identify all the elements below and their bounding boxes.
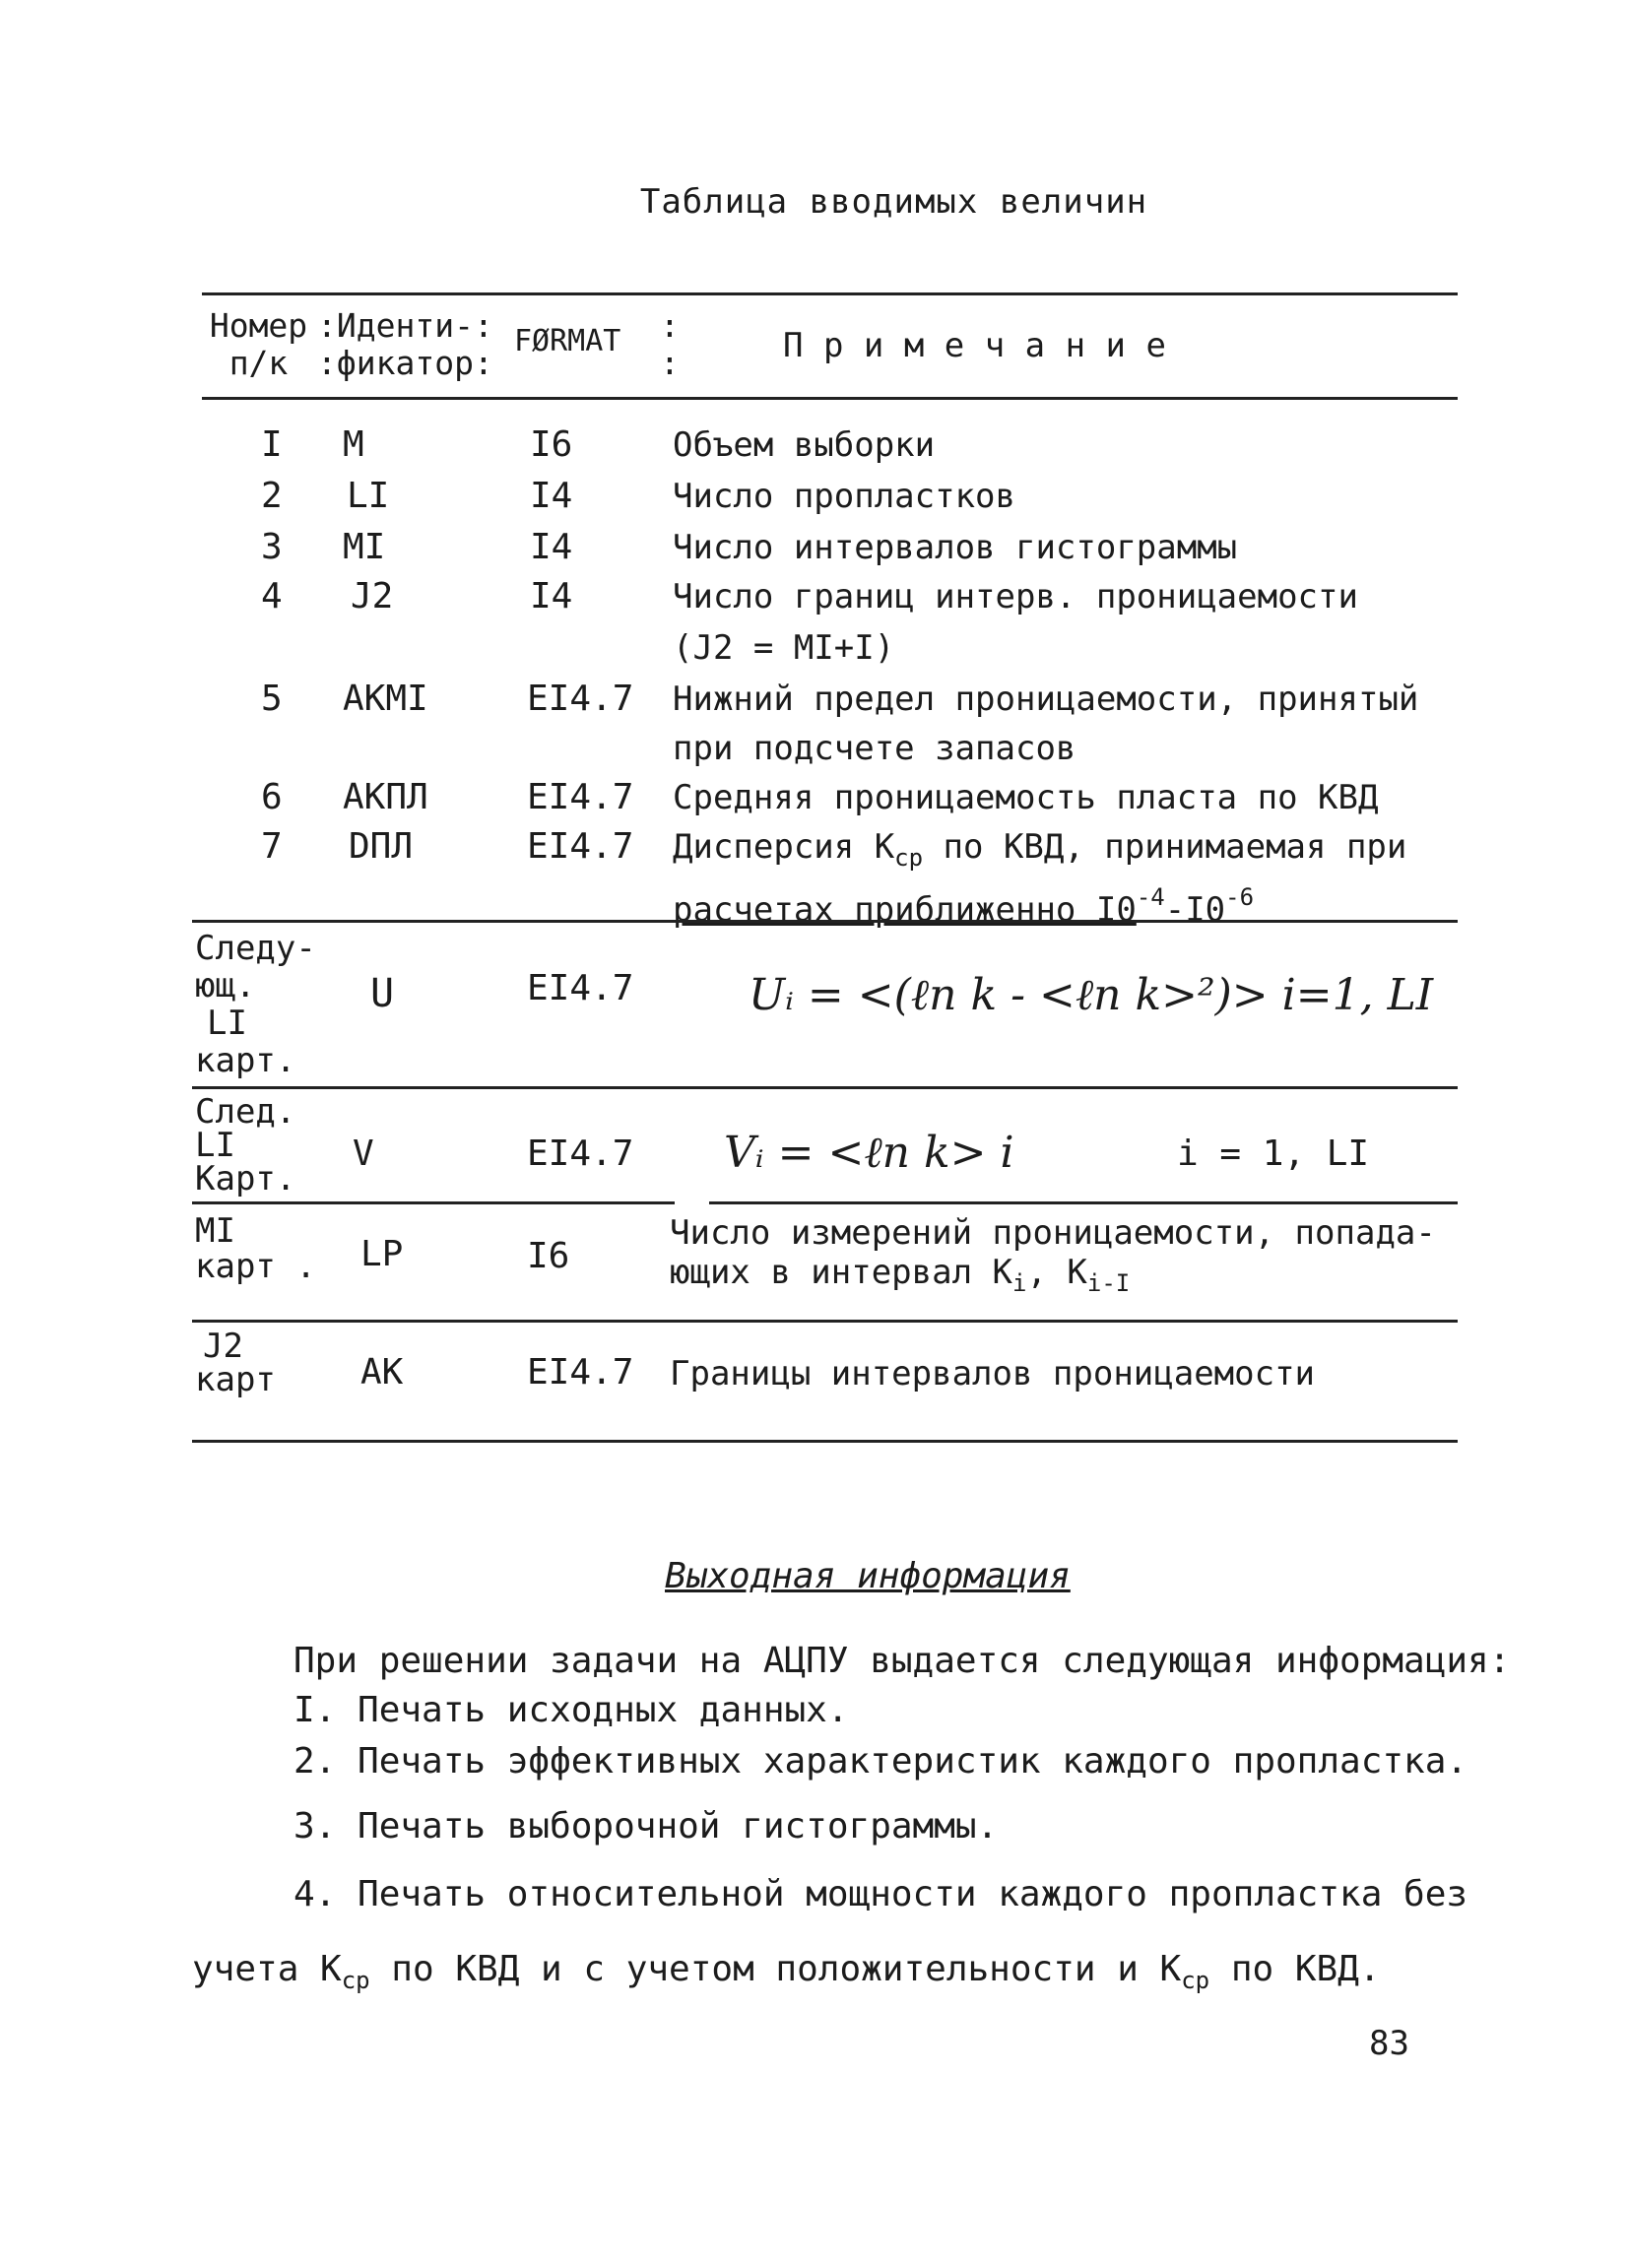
- group-u-label: [195, 930, 316, 1079]
- group-lp-note2-b: , K: [1026, 1253, 1087, 1292]
- header-note: П р и м е ч а н и е: [783, 326, 1166, 365]
- group-v-formula: Vᵢ = <ℓn k> i: [724, 1128, 1014, 1178]
- page-number: 83: [1369, 2024, 1409, 2063]
- table-bottom-rule: [192, 1440, 1458, 1443]
- group-lp-id: LP: [360, 1234, 404, 1274]
- rule-after-u: [192, 1086, 1458, 1089]
- group-u-id: U: [370, 971, 395, 1016]
- group-u-label3: LI: [207, 1004, 247, 1043]
- group-v-label3: Карт.: [195, 1159, 296, 1199]
- group-lp-note2: [670, 1253, 1436, 1303]
- row2-num: 2: [261, 476, 283, 516]
- row4-id: J2: [351, 576, 394, 616]
- row2-format: I4: [530, 476, 573, 516]
- row7-note-sub: ср: [894, 844, 924, 872]
- rule-after-lp: [192, 1320, 1458, 1323]
- row4-num: 4: [261, 576, 283, 616]
- output-item-4-line2: [192, 1946, 1381, 2004]
- rule-after-v-right: [709, 1201, 1458, 1204]
- group-lp-note: [670, 1213, 1436, 1303]
- group-lp-label1: MI: [195, 1211, 235, 1251]
- header-colon-bottom: :: [660, 344, 680, 382]
- group-lp-label2: карт .: [195, 1247, 316, 1286]
- row1-num: I: [261, 424, 283, 465]
- header-bottom-rule: [202, 397, 1458, 400]
- group-lp-note1: Число измерений проницаемости, попада-: [670, 1213, 1436, 1253]
- row7-id: DПЛ: [349, 826, 414, 867]
- group-v-format: EI4.7: [527, 1134, 634, 1174]
- group-u-format: EI4.7: [527, 968, 634, 1008]
- group-lp-format: I6: [527, 1236, 570, 1276]
- row1-format: I6: [530, 424, 573, 465]
- header-num-line2: п/к: [228, 344, 289, 382]
- group-ak-label: [195, 1327, 276, 1399]
- row7-format: EI4.7: [527, 826, 634, 867]
- group-v-label1: След.: [195, 1092, 296, 1132]
- group-u-label2: ющ.: [195, 966, 256, 1005]
- item4-line2-c: по КВД.: [1209, 1949, 1381, 1989]
- output-heading: Выходная информация: [665, 1556, 1071, 1596]
- row2-id: LI: [347, 476, 390, 516]
- row7-note2-sup1: -4: [1136, 883, 1165, 911]
- group-ak-label2: карт: [195, 1360, 276, 1399]
- row7-note-line2: [673, 873, 1254, 935]
- row6-num: 6: [261, 777, 283, 817]
- header-num: [202, 307, 315, 382]
- item4-line2-b: по КВД и с учетом положительности и K: [369, 1949, 1182, 1989]
- output-item-1: I. Печать исходных данных.: [293, 1690, 849, 1730]
- group-u-formula: Uᵢ = <(ℓn k - <ℓn k>²)> i=1, LI: [749, 970, 1434, 1020]
- row3-id: MI: [343, 527, 386, 567]
- row4-format: I4: [530, 576, 573, 616]
- row6-note: Средняя проницаемость пласта по КВД: [673, 778, 1379, 817]
- header-colon: [660, 307, 680, 382]
- output-item-2: 2. Печать эффективных характеристик каждого пропластка.: [293, 1741, 1468, 1782]
- output-intro: При решении задачи на АЦПУ выдается следующая информация:: [293, 1641, 1511, 1681]
- group-ak-id: AK: [360, 1352, 404, 1393]
- group-v-range: i = 1, LI: [1177, 1134, 1370, 1174]
- group-ak-label1: J2: [203, 1327, 243, 1366]
- row4-note-line2: (J2 = MI+I): [673, 628, 895, 668]
- row3-note: Число интервалов гистограммы: [673, 528, 1238, 567]
- row4-note: Число границ интерв. проницаемости: [673, 577, 1358, 616]
- row5-id: AKMI: [343, 679, 428, 719]
- header-id-line2: :фикатор:: [317, 344, 493, 382]
- group-lp-note2-a: ющих в интервал K: [670, 1253, 1012, 1292]
- row5-num: 5: [261, 679, 283, 719]
- rule-after-v-left: [192, 1201, 675, 1204]
- row7-note-b: по КВД, принимаемая при: [923, 827, 1407, 867]
- group-v-id: V: [353, 1134, 374, 1174]
- row5-note: Нижний предел проницаемости, принятый: [673, 680, 1419, 719]
- row5-format: EI4.7: [527, 679, 634, 719]
- item4-line2-a: учета K: [192, 1949, 342, 1989]
- header-id-line1: :Иденти-:: [317, 306, 493, 345]
- row1-id: M: [343, 424, 364, 465]
- row7-note2-sup2: -6: [1225, 883, 1255, 911]
- group-lp-note2-sub1: i: [1012, 1269, 1027, 1297]
- group-u-label4: карт.: [195, 1041, 296, 1080]
- group-ak-format: EI4.7: [527, 1352, 634, 1393]
- group-ak-note: Границы интервалов проницаемости: [670, 1354, 1316, 1393]
- row1-note: Объем выборки: [673, 425, 936, 465]
- output-item-4: 4. Печать относительной мощности каждого пропластка без: [293, 1874, 1468, 1914]
- table-top-rule: [202, 292, 1458, 295]
- row7-note2-b: -I0: [1164, 890, 1226, 930]
- row3-num: 3: [261, 527, 283, 567]
- row6-format: EI4.7: [527, 777, 634, 817]
- row2-note: Число пропластков: [673, 477, 1015, 516]
- header-format: FØRMAT: [514, 324, 621, 358]
- header-identifier: [317, 307, 493, 382]
- row7-note2-a: расчетах приближенно I0: [673, 890, 1137, 930]
- output-item-3: 3. Печать выборочной гистограммы.: [293, 1806, 999, 1847]
- row6-id: AKПЛ: [343, 777, 428, 817]
- group-lp-label: [195, 1213, 316, 1284]
- row5-note-line2: при подсчете запасов: [673, 729, 1076, 768]
- row3-format: I4: [530, 527, 573, 567]
- group-u-label1: Следу-: [195, 929, 316, 968]
- group-v-label2: LI: [195, 1126, 235, 1165]
- item4-sub1: ср: [341, 1967, 370, 1994]
- header-colon-top: :: [660, 306, 680, 345]
- row7-num: 7: [261, 826, 283, 867]
- row7-note-a: Дисперсия K: [673, 827, 895, 867]
- group-v-label: [195, 1092, 296, 1199]
- page-title: Таблица вводимых величин: [639, 182, 1148, 222]
- item4-sub2: ср: [1181, 1967, 1210, 1994]
- rule-after-rows: [192, 920, 1458, 923]
- header-num-line1: Номер: [209, 306, 308, 345]
- group-lp-note2-sub2: i-I: [1086, 1269, 1131, 1297]
